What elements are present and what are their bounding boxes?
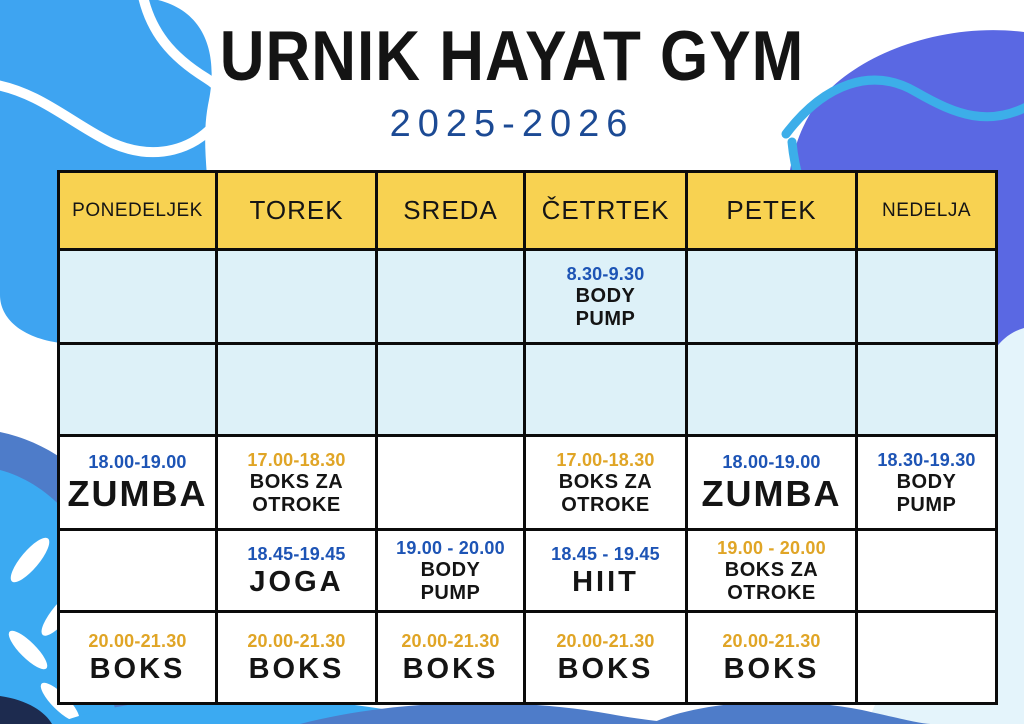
day-header-petek: PETEK	[687, 172, 857, 250]
class-time: 17.00-18.30	[247, 449, 346, 470]
day-header-torek: TOREK	[217, 172, 377, 250]
cell-r5-sreda	[377, 612, 525, 704]
class-name: JOGA	[249, 565, 344, 598]
class-name: BOKS	[723, 652, 820, 685]
cell-r3-ponedeljek	[59, 436, 217, 530]
class-time: 20.00-21.30	[88, 631, 187, 652]
cell-r1-nedelja	[857, 250, 997, 344]
cell-r3-nedelja	[857, 436, 997, 530]
cell-r4-ponedeljek	[59, 530, 217, 612]
cell-r1-sreda	[377, 250, 525, 344]
cell-r3-petek	[687, 436, 857, 530]
cell-r4-torek	[217, 530, 377, 612]
cell-r4-petek	[687, 530, 857, 612]
cell-r2-sreda	[377, 344, 525, 436]
schedule-row-early-evening	[59, 436, 997, 530]
class-time: 17.00-18.30	[556, 449, 655, 470]
class-time: 20.00-21.30	[722, 631, 821, 652]
class-time: 19.00 - 20.00	[717, 537, 826, 558]
class-name: HIIT	[572, 565, 639, 598]
class-name: BOKS ZA OTROKE	[558, 471, 653, 516]
cell-r3-cetrtek	[525, 436, 687, 530]
class-name: BODY PUMP	[575, 285, 636, 330]
class-time: 8.30-9.30	[566, 263, 645, 284]
cell-r1-petek	[687, 250, 857, 344]
class-time: 18.45-19.45	[247, 544, 346, 565]
class-time: 20.00-21.30	[556, 631, 655, 652]
class-name: BODY PUMP	[420, 559, 481, 604]
schedule-row-late-evening	[59, 612, 997, 704]
day-header-nedelja: NEDELJA	[857, 172, 997, 250]
cell-r2-cetrtek	[525, 344, 687, 436]
class-name: BOKS	[402, 652, 499, 685]
cell-r2-petek	[687, 344, 857, 436]
cell-r2-torek	[217, 344, 377, 436]
class-name: BOKS	[248, 652, 345, 685]
class-name: ZUMBA	[701, 472, 842, 514]
schedule-row-morning	[59, 250, 997, 344]
class-time: 18.45 - 19.45	[551, 544, 660, 565]
cell-r3-sreda	[377, 436, 525, 530]
cell-r1-ponedeljek	[59, 250, 217, 344]
cell-r2-ponedeljek	[59, 344, 217, 436]
day-header-sreda: SREDA	[377, 172, 525, 250]
schedule-row-evening	[59, 530, 997, 612]
schedule-row-empty	[59, 344, 997, 436]
class-time: 18.30-19.30	[877, 449, 976, 470]
schedule-table	[57, 170, 998, 705]
cell-r5-nedelja	[857, 612, 997, 704]
class-name: BOKS ZA OTROKE	[249, 471, 344, 516]
cell-r1-cetrtek	[525, 250, 687, 344]
class-name: ZUMBA	[67, 472, 208, 514]
class-time: 20.00-21.30	[401, 631, 500, 652]
day-header-ponedeljek: PONEDELJEK	[59, 172, 217, 250]
cell-r5-torek	[217, 612, 377, 704]
cell-r2-nedelja	[857, 344, 997, 436]
class-time: 19.00 - 20.00	[396, 537, 505, 558]
cell-r4-cetrtek	[525, 530, 687, 612]
class-time: 18.00-19.00	[88, 452, 187, 473]
cell-r4-nedelja	[857, 530, 997, 612]
day-header-cetrtek: ČETRTEK	[525, 172, 687, 250]
cell-r5-cetrtek	[525, 612, 687, 704]
class-name: BOKS	[557, 652, 654, 685]
class-time: 20.00-21.30	[247, 631, 346, 652]
cell-r4-sreda	[377, 530, 525, 612]
class-name: BODY PUMP	[896, 471, 957, 516]
page-title: URNIK HAYAT GYM	[219, 17, 805, 96]
class-time: 18.00-19.00	[722, 452, 821, 473]
page-subtitle: 2025-2026	[389, 103, 635, 145]
cell-r5-ponedeljek	[59, 612, 217, 704]
cell-r5-petek	[687, 612, 857, 704]
class-name: BOKS	[89, 652, 186, 685]
day-header-row	[59, 172, 997, 250]
class-name: BOKS ZA OTROKE	[724, 559, 819, 604]
cell-r1-torek	[217, 250, 377, 344]
cell-r3-torek	[217, 436, 377, 530]
